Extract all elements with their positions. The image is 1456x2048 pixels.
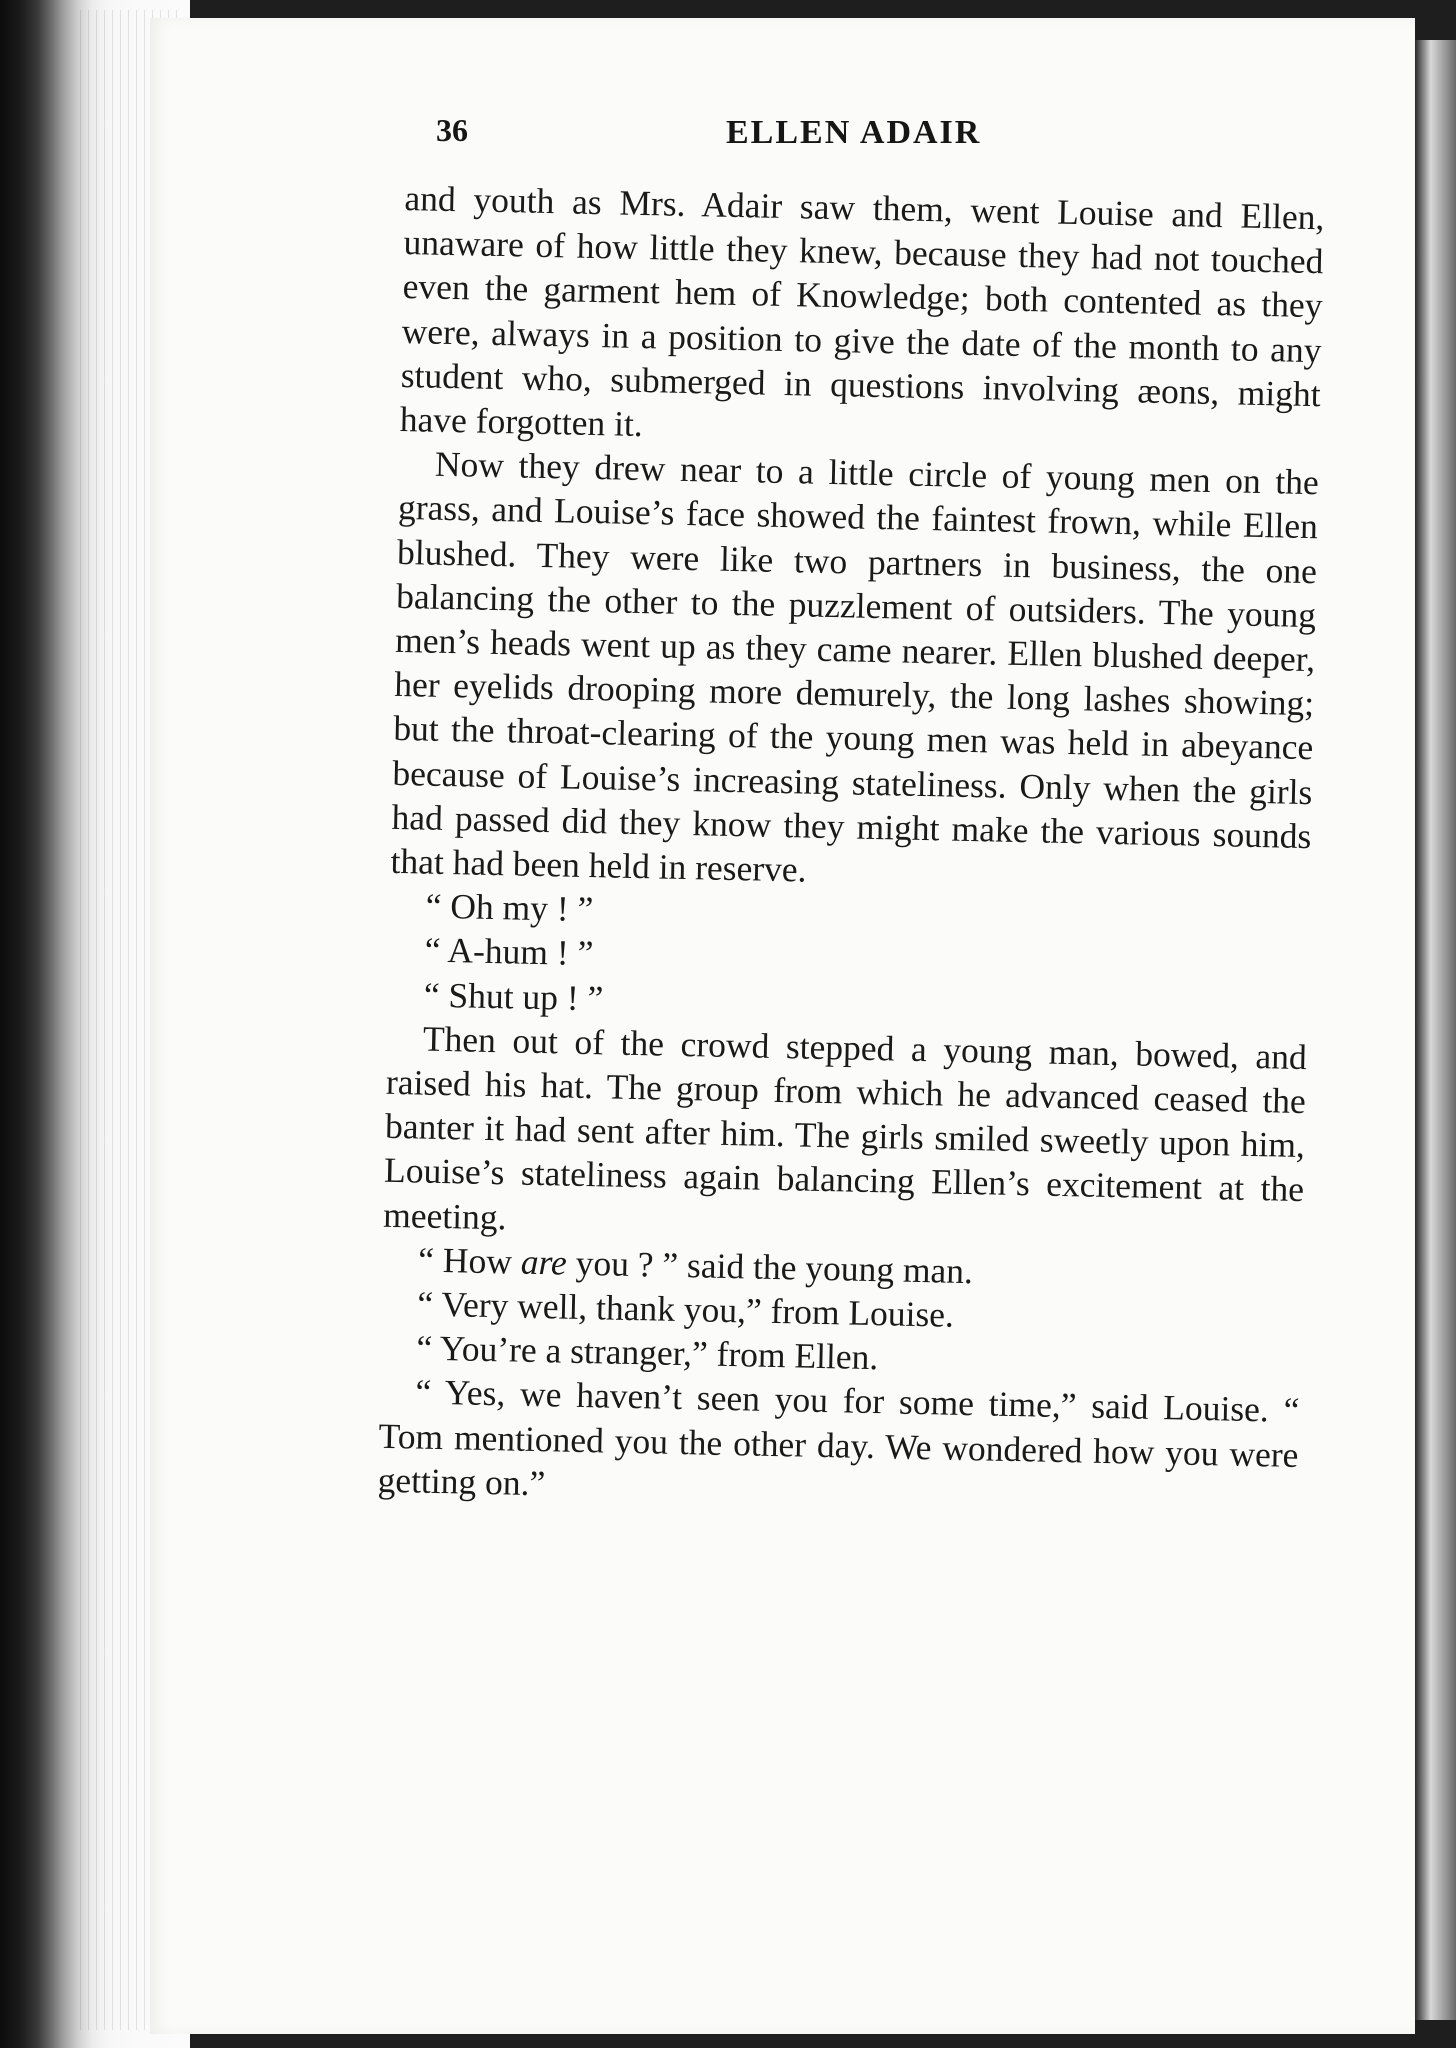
dialogue-oh-my: “ Oh my ! ” <box>425 885 594 930</box>
dialogue-yes-louise: “ Yes, we haven’t seen you for some time,” said Louise. “ Tom mentioned you the other day. We wondered how you were getting on.” <box>377 1371 1300 1504</box>
running-head: ELLEN ADAIR <box>726 114 982 151</box>
right-edge-shadow <box>1414 40 1456 2020</box>
dialogue-emphasis-are: are <box>520 1241 568 1283</box>
dialogue-shut-up: “ Shut up ! ” <box>423 974 604 1018</box>
page-header <box>436 112 1336 162</box>
paragraph-2: Now they drew near to a little circle of young men on the grass, and Louise’s face showed the faintest frown, while Ellen blushed. They were like two partners in business, the one balancing the other to the puzzlement of outsiders. The young men’s heads went up as they came nearer. Ellen blushed deeper, her eyelids drooping more demurely, the long lashes showing; but the throat-clearing of the young men was held in abeyance because of Louise’s increasing stateliness. Only when the girls had passed did they know they might make the various sounds that had been held in reserve. <box>390 443 1320 890</box>
body-text <box>377 176 1325 1521</box>
dialogue-how-are-you-start: “ How <box>417 1239 522 1282</box>
paragraph-3: Then out of the crowd stepped a young man, bowed, and raised his hat. The group from which he advanced ceased the banter it had sent after him. The girls smiled sweetly upon him, Louise’s stateliness again balancing Ellen’s excitement at the meeting. <box>382 1018 1308 1238</box>
dialogue-a-hum: “ A-hum ! ” <box>424 930 594 974</box>
paragraph-1: and youth as Mrs. Adair saw them, went Louise and Ellen, unaware of how little they knew, because they had not touched even the garment hem of Knowledge; both contented as they were, always in a position to give the date of the month to any student who, submerged in questions involving æons, might have forgotten it. <box>399 177 1325 445</box>
dialogue-stranger: “ You’re a stranger,” from Ellen. <box>416 1327 879 1378</box>
page-number: 36 <box>436 112 468 148</box>
dialogue-how-are-you-end: you ? ” said the young man. <box>566 1242 974 1292</box>
dialogue-very-well: “ Very well, thank you,” from Louise. <box>416 1283 955 1335</box>
